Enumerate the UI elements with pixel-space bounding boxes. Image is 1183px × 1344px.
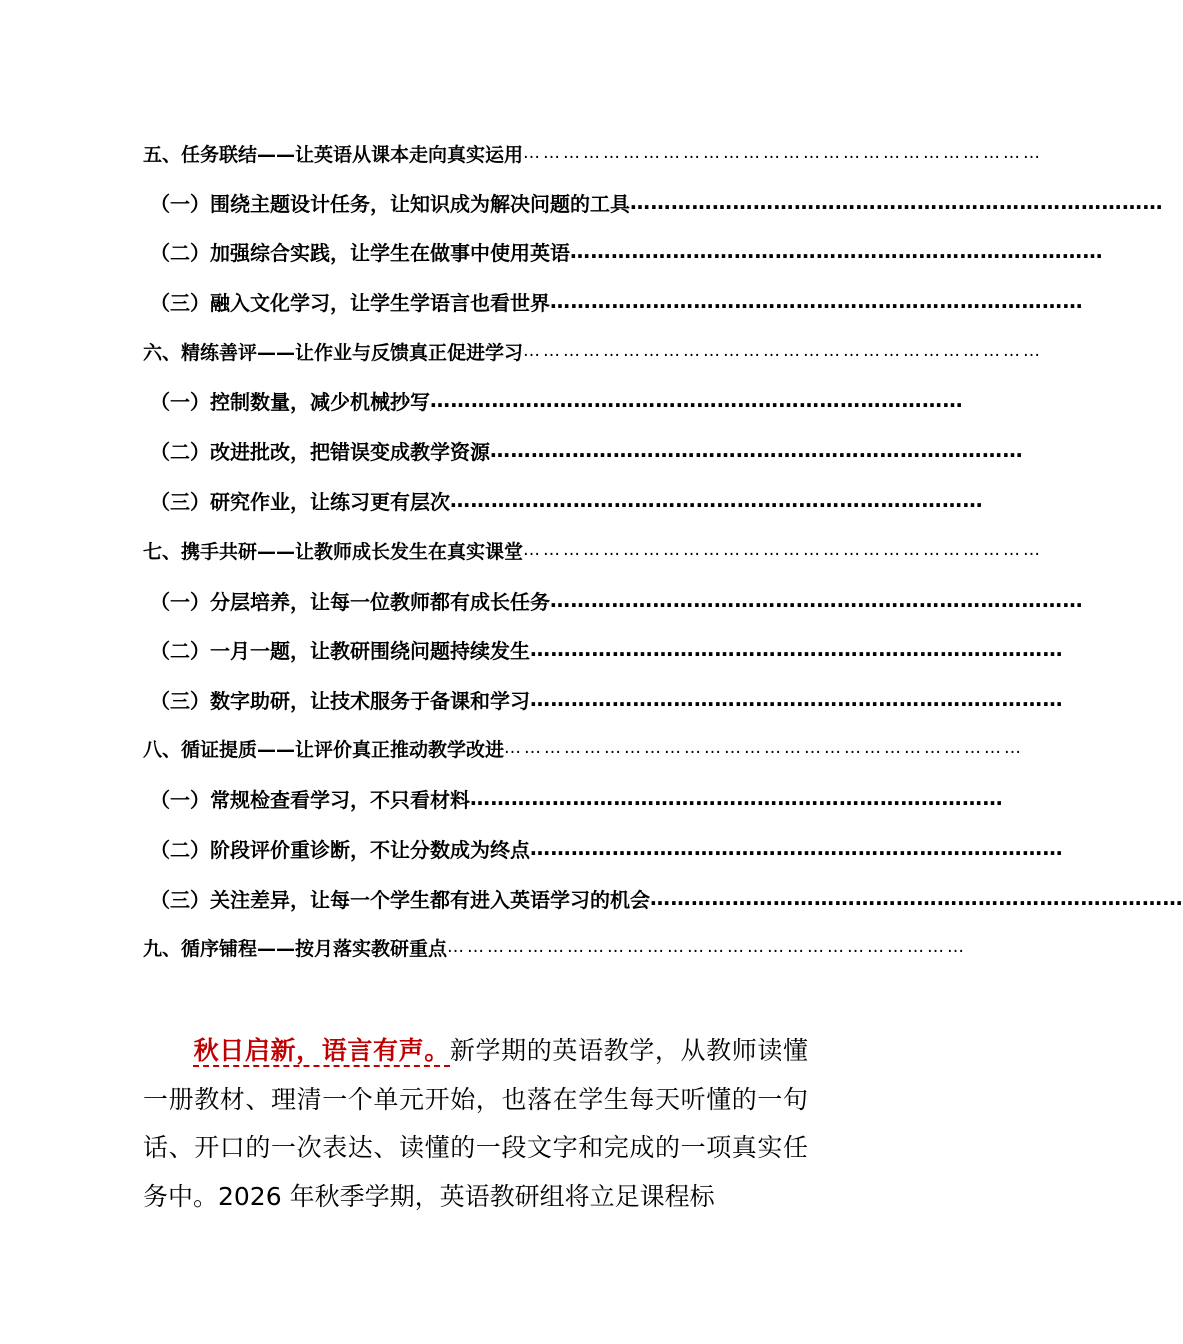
toc-entry[interactable]: （三）关注差异，让每一个学生都有进入英语学习的机会 …………………………………………………………………… bbox=[150, 886, 1183, 912]
toc-entry[interactable]: （一）控制数量，减少机械抄写 …………………………………………………………………… bbox=[150, 388, 963, 414]
toc-leader-dots: …………………………………………………………………… bbox=[470, 786, 1003, 810]
toc-leader-dots: …………………………………………………………………… bbox=[550, 588, 1083, 612]
toc-leader-dots: …………………………………………………………………… bbox=[523, 143, 1044, 163]
toc-entry[interactable]: 六、精练善评——让作业与反馈真正促进学习 …………………………………………………………………… bbox=[143, 341, 1044, 364]
toc-entry[interactable]: （二）加强综合实践，让学生在做事中使用英语 …………………………………………………………………… bbox=[150, 239, 1103, 265]
toc-leader-dots: …………………………………………………………………… bbox=[530, 637, 1063, 661]
toc-entry[interactable]: 五、任务联结——让英语从课本走向真实运用 …………………………………………………………………… bbox=[143, 143, 1044, 166]
toc-entry[interactable]: （一）围绕主题设计任务，让知识成为解决问题的工具 …………………………………………………………………… bbox=[150, 190, 1163, 216]
toc-leader-dots: …………………………………………………………………… bbox=[447, 937, 968, 957]
intro-lead-phrase: 秋日启新，语言有声。 bbox=[193, 1036, 450, 1065]
toc-entry[interactable]: （三）数字助研，让技术服务于备课和学习 …………………………………………………………………… bbox=[150, 687, 1063, 713]
toc-entry[interactable]: （二）阶段评价重诊断，不让分数成为终点 …………………………………………………………………… bbox=[150, 836, 1063, 862]
intro-body-text: 新学期的英语教学，从教师读懂一册教材、理清一个单元开始，也落在学生每天听懂的一句话、开口的一次表达、读懂的一段文字和完成的一项真实任务中。2026 年秋季学期，英语教研组将立足课程标 bbox=[143, 1036, 808, 1211]
toc-entry[interactable]: （三）融入文化学习，让学生学语言也看世界 …………………………………………………………………… bbox=[150, 289, 1083, 315]
toc-leader-dots: …………………………………………………………………… bbox=[530, 836, 1063, 860]
toc-entry[interactable]: （一）分层培养，让每一位教师都有成长任务 …………………………………………………………………… bbox=[150, 588, 1083, 614]
toc-leader-dots: …………………………………………………………………… bbox=[650, 886, 1183, 910]
toc-leader-dots: …………………………………………………………………… bbox=[550, 289, 1083, 313]
toc-leader-dots: …………………………………………………………………… bbox=[630, 190, 1163, 214]
toc-entry[interactable]: 九、循序铺程——按月落实教研重点 …………………………………………………………………… bbox=[143, 937, 968, 960]
toc-entry[interactable]: （二）改进批改，把错误变成教学资源 …………………………………………………………………… bbox=[150, 438, 1023, 464]
toc-leader-dots: …………………………………………………………………… bbox=[450, 488, 983, 512]
intro-paragraph bbox=[143, 1027, 808, 1221]
toc-entry[interactable]: 七、携手共研——让教师成长发生在真实课堂 …………………………………………………………………… bbox=[143, 540, 1044, 563]
toc-leader-dots: …………………………………………………………………… bbox=[504, 738, 1025, 758]
toc-leader-dots: …………………………………………………………………… bbox=[523, 540, 1044, 560]
toc-entry[interactable]: （三）研究作业，让练习更有层次 …………………………………………………………………… bbox=[150, 488, 983, 514]
toc-leader-dots: …………………………………………………………………… bbox=[570, 239, 1103, 263]
toc-entry[interactable]: 八、循证提质——让评价真正推动教学改进 …………………………………………………………………… bbox=[143, 738, 1025, 761]
toc-leader-dots: …………………………………………………………………… bbox=[430, 388, 963, 412]
toc-leader-dots: …………………………………………………………………… bbox=[523, 341, 1044, 361]
toc-leader-dots: …………………………………………………………………… bbox=[490, 438, 1023, 462]
toc-entry[interactable]: （一）常规检查看学习，不只看材料 …………………………………………………………………… bbox=[150, 786, 1003, 812]
toc-leader-dots: …………………………………………………………………… bbox=[530, 687, 1063, 711]
toc-entry[interactable]: （二）一月一题，让教研围绕问题持续发生 …………………………………………………………………… bbox=[150, 637, 1063, 663]
